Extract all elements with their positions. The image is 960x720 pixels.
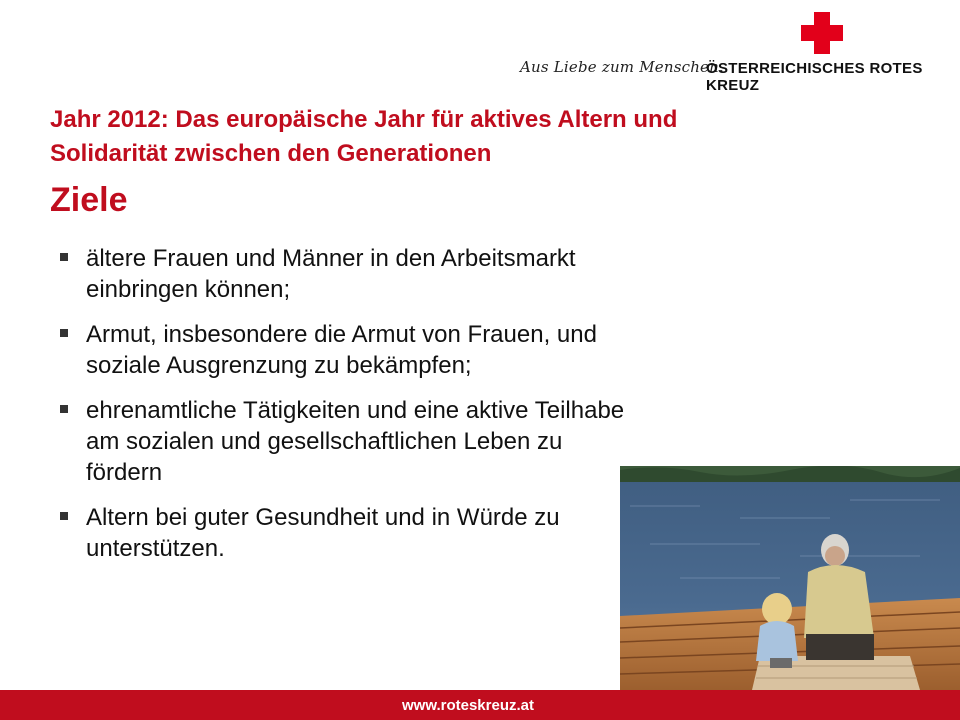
headline-line-2: Solidarität zwischen den Generationen: [50, 140, 492, 167]
goal-text: ehrenamtliche Tätigkeiten und eine aktive Teilhabe am sozialen und gesellschaftlichen Leben zu fördern: [86, 397, 625, 486]
goal-item: [50, 319, 615, 381]
website-link[interactable]: www.roteskreuz.at: [402, 697, 534, 714]
footer-bar: [0, 690, 960, 720]
goals-list: [50, 243, 625, 578]
goal-text: Armut, insbesondere die Armut von Frauen, und soziale Ausgrenzung zu bekämpfen;: [86, 321, 597, 379]
square-bullet-icon: [60, 512, 68, 520]
header-branding: [0, 0, 960, 94]
organization-name: ÖSTERREICHISCHES ROTES KREUZ: [706, 60, 923, 94]
goal-text: Altern bei guter Gesundheit und in Würde zu unterstützen.: [86, 504, 560, 562]
slide-headline: [50, 103, 930, 171]
square-bullet-icon: [60, 405, 68, 413]
headline-line-1: Jahr 2012: Das europäische Jahr für aktives Altern und: [50, 106, 678, 133]
lake-dock-photo: [620, 466, 960, 690]
square-bullet-icon: [60, 329, 68, 337]
section-heading: Ziele: [50, 181, 128, 219]
red-cross-icon: [801, 12, 843, 54]
square-bullet-icon: [60, 253, 68, 261]
goal-item: [50, 395, 626, 488]
goal-item: [50, 502, 606, 564]
goal-item: [50, 243, 615, 305]
goal-text: ältere Frauen und Männer in den Arbeitsmarkt einbringen können;: [86, 245, 576, 303]
slogan: Aus Liebe zum Menschen.: [520, 58, 724, 76]
